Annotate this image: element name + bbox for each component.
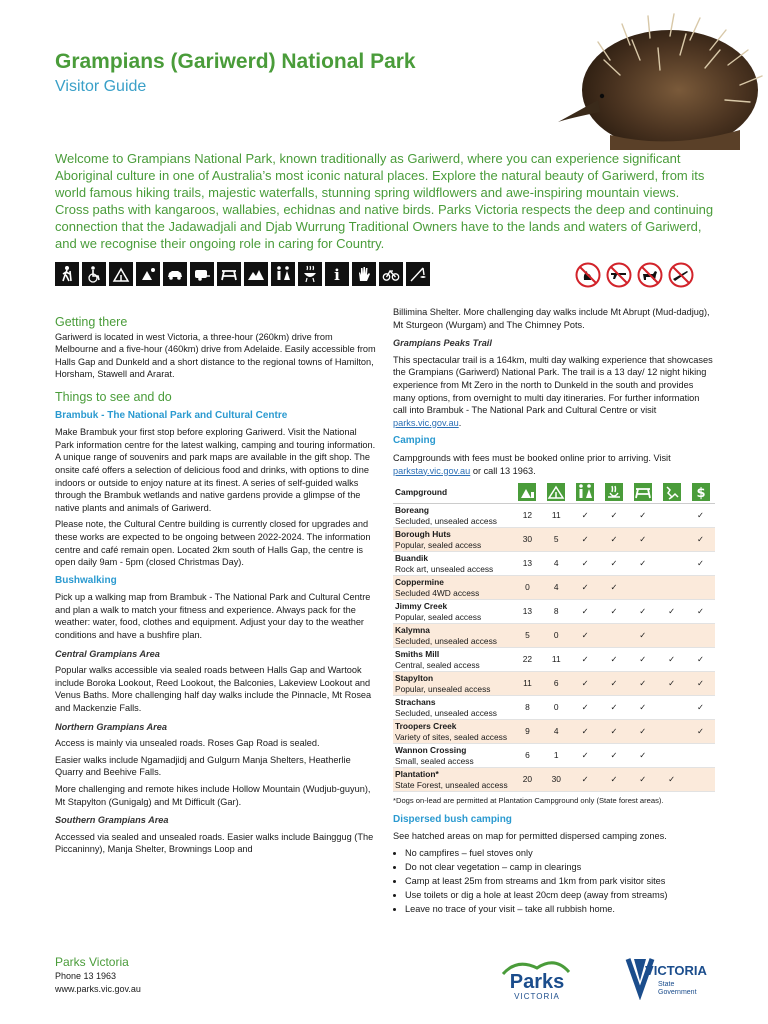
getting-there-heading: Getting there bbox=[55, 315, 128, 329]
facility-cell bbox=[571, 744, 600, 768]
unpowered-sites-count: 0 bbox=[513, 576, 542, 600]
getting-there-text: Gariwerd is located in west Victoria, a three-hour (260km) drive from Melbourne and a five-hour (460km) drive from Adelaide. Easily accessible from Halls Gap and Dunkeld and a short distance to the regional towns of Hamilton, Horsham, Stawell and Ararat. bbox=[55, 331, 376, 380]
peaks-text-end: . bbox=[458, 417, 462, 428]
campground-description: Secluded, unsealed access bbox=[395, 515, 497, 526]
facility-cell bbox=[628, 648, 657, 672]
northern-heading: Northern Grampians Area bbox=[55, 721, 167, 732]
campground-description: State Forest, unsealed access bbox=[395, 779, 508, 790]
facility-cell bbox=[686, 528, 715, 552]
check-mark: ✓ bbox=[639, 654, 647, 665]
wheelchair-icon bbox=[82, 262, 106, 286]
facility-cell bbox=[600, 744, 629, 768]
continued-paragraph: Billimina Shelter. More challenging day walks include Mt Abrupt (Mud-dadjug), Mt Sturgeon (Wurgam) and The Chimney Pots. bbox=[393, 307, 710, 330]
check-mark: ✓ bbox=[610, 558, 618, 569]
campground-name: Strachans bbox=[395, 697, 436, 708]
facility-cell bbox=[571, 600, 600, 624]
camping-text-end: or call 13 1963. bbox=[472, 465, 536, 476]
campground-description: Popular, sealed access bbox=[395, 611, 482, 622]
intro-text: Welcome to Grampians National Park, known traditionally as Gariwerd, where you can experience significant Aboriginal culture in one of Australia’s most iconic natural places. Explore the natural beauty of Gariwerd, from its world famous hiking trails, majestic waterfalls, stunning spring wildflowers and awe-inspiring mountain views. Cross paths with kangaroos, wallabies, echidnas and native birds. Parks Victoria respects the deep and continuing connection that the Jadawadjali and Djab Wurrung Traditional Owners have to the lands and waters of Gariwerd, and we recognise their ongoing role in caring for Country. bbox=[55, 151, 714, 252]
tent-sites-count: 4 bbox=[542, 720, 571, 744]
southern-paragraph: Accessed via sealed and unsealed roads. Easier walks include Bainggug (The Piccaninny), Manja Shelter, Brownings Loop and bbox=[55, 831, 374, 855]
svg-text:State: State bbox=[658, 981, 675, 988]
left-column bbox=[55, 316, 377, 860]
campground-name: Smiths Mill bbox=[395, 649, 440, 660]
facility-cell bbox=[571, 552, 600, 576]
list-item: • Do not clear vegetation – camp in clearings bbox=[405, 861, 715, 874]
check-mark: ✓ bbox=[581, 702, 589, 713]
facility-cell bbox=[600, 696, 629, 720]
facility-cell bbox=[571, 720, 600, 744]
facility-cell bbox=[686, 552, 715, 576]
campground-cell bbox=[393, 600, 513, 624]
facility-cell bbox=[657, 744, 686, 768]
check-mark: ✓ bbox=[610, 774, 618, 785]
tent-sites-icon bbox=[547, 483, 565, 501]
check-mark: ✓ bbox=[581, 654, 589, 665]
facility-cell bbox=[628, 576, 657, 600]
bbq-icon bbox=[298, 262, 322, 286]
list-item: • No campfires – fuel stoves only bbox=[405, 847, 715, 860]
central-paragraph: Popular walks accessible via sealed roads between Halls Gap and Wartook include Boroka Lookout, Reed Lookout, the Balconies, Lakeview Lookout and Venus Baths. More challenging half day walks include the Pinnacle, Mt Rosea and Mackenzie Falls. bbox=[55, 665, 372, 714]
check-mark: ✓ bbox=[581, 558, 589, 569]
facility-cell bbox=[657, 648, 686, 672]
victoria-state-government-logo bbox=[620, 955, 710, 1000]
facility-cell bbox=[686, 768, 715, 792]
table-row bbox=[393, 672, 715, 696]
campground-name: Troopers Creek bbox=[395, 721, 457, 732]
table-row bbox=[393, 624, 715, 648]
no-hunting-icon bbox=[668, 262, 694, 288]
facility-cell bbox=[686, 696, 715, 720]
picnic-table-header bbox=[628, 481, 657, 504]
facility-cell bbox=[686, 720, 715, 744]
camping-paragraph bbox=[393, 452, 715, 477]
fishing-icon bbox=[406, 262, 430, 286]
check-mark: ✓ bbox=[697, 654, 705, 665]
check-mark: ✓ bbox=[610, 750, 618, 761]
tent-sites-count: 4 bbox=[542, 576, 571, 600]
dispersed-camping-rules bbox=[393, 847, 715, 916]
check-mark: ✓ bbox=[610, 678, 618, 689]
unpowered-sites-header bbox=[513, 481, 542, 504]
campground-description: Rock art, unsealed access bbox=[395, 563, 494, 574]
table-row bbox=[393, 696, 715, 720]
facility-cell bbox=[600, 720, 629, 744]
unpowered-sites-icon bbox=[518, 483, 536, 501]
unpowered-sites-count: 13 bbox=[513, 552, 542, 576]
southern-heading: Southern Grampians Area bbox=[55, 815, 169, 826]
facility-cell bbox=[628, 600, 657, 624]
svg-text:$: $ bbox=[696, 486, 706, 502]
dispersed-camping-heading: Dispersed bush camping bbox=[393, 813, 512, 825]
check-mark: ✓ bbox=[581, 582, 589, 593]
list-item: • Camp at least 25m from streams and 1km from park visitor sites bbox=[405, 875, 715, 888]
facility-cell bbox=[600, 624, 629, 648]
campground-cell bbox=[393, 696, 513, 720]
facility-cell bbox=[628, 768, 657, 792]
facility-cell bbox=[600, 552, 629, 576]
facility-cell bbox=[628, 552, 657, 576]
check-mark: ✓ bbox=[610, 606, 618, 617]
check-mark: ✓ bbox=[581, 726, 589, 737]
picnic-table-icon bbox=[634, 483, 652, 501]
facility-cell bbox=[657, 768, 686, 792]
fees-icon bbox=[692, 483, 710, 501]
unpowered-sites-count: 11 bbox=[513, 672, 542, 696]
facility-cell bbox=[600, 528, 629, 552]
facility-cell bbox=[686, 624, 715, 648]
check-mark: ✓ bbox=[668, 774, 676, 785]
table-row bbox=[393, 768, 715, 792]
parks-victoria-logo bbox=[497, 952, 577, 1002]
check-mark: ✓ bbox=[610, 510, 618, 521]
facility-cell bbox=[686, 648, 715, 672]
hand-icon bbox=[352, 262, 376, 286]
camping-icon bbox=[136, 262, 160, 286]
parks-vic-link[interactable]: parks.vic.gov.au bbox=[393, 417, 459, 428]
facility-cell bbox=[657, 552, 686, 576]
campground-name: Wannon Crossing bbox=[395, 745, 467, 756]
table-row bbox=[393, 720, 715, 744]
campground-cell bbox=[393, 528, 513, 552]
svg-text:Government: Government bbox=[658, 989, 697, 996]
facility-cell bbox=[686, 672, 715, 696]
tent-icon bbox=[109, 262, 133, 286]
facility-cell bbox=[600, 648, 629, 672]
brambuk-paragraph-1: Make Brambuk your first stop before exploring Gariwerd. Visit the National Park information centre for the latest walking, camping and touring information. A unique range of souvenirs and park maps are available in the gift shop. The onsite café offers a selection of delicious food and drinks, with options to dine indoors or outside to enjoy nature at its finest. A series of self-guided walks through the Brambuk wetlands and native gardens provide a glimpse of the native plants and animals of Gariwerd. bbox=[55, 427, 376, 513]
campground-description: Central, sealed access bbox=[395, 659, 480, 670]
table-row bbox=[393, 552, 715, 576]
toilets-icon bbox=[271, 262, 295, 286]
picnic-table-icon bbox=[217, 262, 241, 286]
facility-cell bbox=[600, 600, 629, 624]
check-mark: ✓ bbox=[581, 606, 589, 617]
svg-text:i: i bbox=[334, 266, 340, 283]
unpowered-sites-count: 9 bbox=[513, 720, 542, 744]
check-mark: ✓ bbox=[581, 750, 589, 761]
check-mark: ✓ bbox=[668, 606, 676, 617]
campground-description: Secluded 4WD access bbox=[395, 587, 480, 598]
dogs-allowed-header bbox=[657, 481, 686, 504]
campground-cell bbox=[393, 576, 513, 600]
toilets-header bbox=[571, 481, 600, 504]
campfire-icon bbox=[605, 483, 623, 501]
check-mark: ✓ bbox=[697, 606, 705, 617]
check-mark: ✓ bbox=[639, 702, 647, 713]
campground-name: Kalymna bbox=[395, 625, 430, 636]
table-row bbox=[393, 600, 715, 624]
unpowered-sites-count: 8 bbox=[513, 696, 542, 720]
tent-sites-count: 30 bbox=[542, 768, 571, 792]
facility-cell bbox=[657, 624, 686, 648]
check-mark: ✓ bbox=[697, 702, 705, 713]
check-mark: ✓ bbox=[639, 630, 647, 641]
svg-text:Parks: Parks bbox=[509, 971, 565, 993]
brambuk-heading: Brambuk - The National Park and Cultural Centre bbox=[55, 409, 288, 421]
campground-table bbox=[393, 481, 715, 792]
facility-cell bbox=[628, 720, 657, 744]
check-mark: ✓ bbox=[610, 534, 618, 545]
campground-name: Boreang bbox=[395, 505, 429, 516]
check-mark: ✓ bbox=[697, 534, 705, 545]
table-row bbox=[393, 576, 715, 600]
campground-footnote: *Dogs on-lead are permitted at Plantation Campground only (State forest areas). bbox=[393, 796, 664, 806]
check-mark: ✓ bbox=[639, 750, 647, 761]
campground-table-header bbox=[393, 481, 715, 504]
parkstay-link[interactable]: parkstay.vic.gov.au bbox=[393, 465, 471, 476]
tent-sites-header bbox=[542, 481, 571, 504]
campground-description: Secluded, unsealed access bbox=[395, 635, 497, 646]
facility-cell bbox=[571, 576, 600, 600]
echidna-image bbox=[540, 10, 768, 150]
check-mark: ✓ bbox=[639, 678, 647, 689]
facility-cell bbox=[657, 600, 686, 624]
check-mark: ✓ bbox=[581, 774, 589, 785]
campground-name: Plantation* bbox=[395, 769, 439, 780]
check-mark: ✓ bbox=[581, 678, 589, 689]
unpowered-sites-count: 13 bbox=[513, 600, 542, 624]
check-mark: ✓ bbox=[610, 582, 618, 593]
facility-cell bbox=[686, 600, 715, 624]
tent-sites-count: 6 bbox=[542, 672, 571, 696]
campground-description: Secluded, unsealed access bbox=[395, 707, 497, 718]
tent-sites-count: 0 bbox=[542, 696, 571, 720]
tent-sites-count: 0 bbox=[542, 624, 571, 648]
right-column bbox=[393, 306, 715, 917]
bushwalking-heading: Bushwalking bbox=[55, 574, 117, 586]
facility-cell bbox=[628, 744, 657, 768]
facility-cell bbox=[600, 672, 629, 696]
facility-cell bbox=[686, 576, 715, 600]
campground-name: Borough Huts bbox=[395, 529, 451, 540]
campground-cell bbox=[393, 672, 513, 696]
campground-cell bbox=[393, 648, 513, 672]
facility-cell bbox=[571, 624, 600, 648]
facility-cell bbox=[686, 504, 715, 528]
unpowered-sites-count: 20 bbox=[513, 768, 542, 792]
page-title: Grampians (Gariwerd) National Park bbox=[55, 50, 416, 73]
facility-cell bbox=[571, 768, 600, 792]
table-row bbox=[393, 528, 715, 552]
prohibited-icon-row bbox=[575, 262, 694, 288]
northern-paragraph-3: More challenging and remote hikes include Hollow Mountain (Wudjub-guyun), Mt Stapylton (Gunigalg) and Mt Difficult (Gar). bbox=[55, 784, 371, 807]
check-mark: ✓ bbox=[610, 702, 618, 713]
facility-cell bbox=[600, 768, 629, 792]
facility-cell bbox=[628, 504, 657, 528]
facility-cell bbox=[657, 696, 686, 720]
table-row bbox=[393, 744, 715, 768]
campground-cell bbox=[393, 768, 513, 792]
check-mark: ✓ bbox=[639, 534, 647, 545]
facility-cell bbox=[628, 672, 657, 696]
facility-cell bbox=[600, 504, 629, 528]
check-mark: ✓ bbox=[668, 678, 676, 689]
campground-cell bbox=[393, 624, 513, 648]
tent-sites-count: 4 bbox=[542, 552, 571, 576]
check-mark: ✓ bbox=[697, 726, 705, 737]
check-mark: ✓ bbox=[639, 558, 647, 569]
campground-description: Variety of sites, sealed access bbox=[395, 731, 508, 742]
footer-org-name: Parks Victoria bbox=[55, 955, 129, 969]
facility-cell bbox=[571, 696, 600, 720]
peaks-trail-paragraph bbox=[393, 354, 715, 430]
peaks-trail-heading: Grampians Peaks Trail bbox=[393, 338, 492, 349]
tent-sites-count: 11 bbox=[542, 648, 571, 672]
camping-heading: Camping bbox=[393, 435, 436, 447]
check-mark: ✓ bbox=[639, 510, 647, 521]
table-row bbox=[393, 504, 715, 528]
check-mark: ✓ bbox=[581, 630, 589, 641]
campground-name: Stapylton bbox=[395, 673, 434, 684]
unpowered-sites-count: 6 bbox=[513, 744, 542, 768]
tent-sites-count: 1 bbox=[542, 744, 571, 768]
page-subtitle: Visitor Guide bbox=[55, 78, 147, 95]
table-row bbox=[393, 648, 715, 672]
facility-cell bbox=[657, 504, 686, 528]
check-mark: ✓ bbox=[610, 654, 618, 665]
check-mark: ✓ bbox=[581, 510, 589, 521]
fees-header bbox=[686, 481, 715, 504]
facility-cell bbox=[571, 504, 600, 528]
check-mark: ✓ bbox=[668, 654, 676, 665]
tent-sites-count: 8 bbox=[542, 600, 571, 624]
brambuk-paragraph-2: Please note, the Cultural Centre building is currently closed for upgrades and these works are expected to be ongoing between 2022-2024. The information centre and café remain open. Located 2km south of Halls Gap, the centre is open daily 9am - 5pm (closed Christmas Day). bbox=[55, 519, 371, 568]
facility-cell bbox=[571, 648, 600, 672]
campground-description: Popular, sealed access bbox=[395, 539, 482, 550]
no-firearms-icon bbox=[606, 262, 632, 288]
svg-text:VICTORIA: VICTORIA bbox=[645, 963, 707, 978]
campground-name: Coppermine bbox=[395, 577, 444, 588]
peaks-text: This spectacular trail is a 164km, multi day walking experience that showcases the Grampians (Gariwerd) National Park. The trail is a 13 day/ 12 night hiking experience from Mt Zero in the north to Dunkeld in the south and provides many options, from overnight to multi day itineraries. For further information call into Brambuk - The National Park and Cultural Centre or visit bbox=[393, 354, 713, 416]
caravan-icon bbox=[190, 262, 214, 286]
dogs-allowed-icon bbox=[663, 483, 681, 501]
check-mark: ✓ bbox=[697, 678, 705, 689]
facility-cell bbox=[657, 528, 686, 552]
things-heading: Things to see and do bbox=[55, 389, 172, 404]
footer-website: www.parks.vic.gov.au bbox=[55, 984, 141, 994]
tent-sites-count: 11 bbox=[542, 504, 571, 528]
no-dogs-icon bbox=[637, 262, 663, 288]
central-heading: Central Grampians Area bbox=[55, 648, 160, 659]
unpowered-sites-count: 5 bbox=[513, 624, 542, 648]
check-mark: ✓ bbox=[581, 534, 589, 545]
facility-cell bbox=[657, 672, 686, 696]
campground-cell bbox=[393, 504, 513, 528]
list-item: • Use toilets or dig a hole at least 20cm deep (away from streams) bbox=[405, 889, 715, 902]
unpowered-sites-count: 22 bbox=[513, 648, 542, 672]
check-mark: ✓ bbox=[639, 774, 647, 785]
facility-cell bbox=[657, 576, 686, 600]
northern-paragraph-2: Easier walks include Ngamadjidj and Gulgurn Manja Shelters, Heatherlie Quarry and Beehive Falls. bbox=[55, 754, 351, 778]
check-mark: ✓ bbox=[697, 510, 705, 521]
facility-cell bbox=[686, 744, 715, 768]
facility-cell bbox=[628, 528, 657, 552]
facility-cell bbox=[600, 576, 629, 600]
campground-description: Popular, unsealed access bbox=[395, 683, 491, 694]
facility-icon-row bbox=[55, 262, 430, 286]
facility-cell bbox=[571, 672, 600, 696]
northern-paragraph-1: Access is mainly via unsealed roads. Roses Gap Road is sealed. bbox=[55, 738, 320, 749]
check-mark: ✓ bbox=[697, 558, 705, 569]
facility-cell bbox=[628, 624, 657, 648]
facility-cell bbox=[657, 720, 686, 744]
car-icon bbox=[163, 262, 187, 286]
campfire-header bbox=[600, 481, 629, 504]
no-fires-icon bbox=[575, 262, 601, 288]
facility-cell bbox=[628, 696, 657, 720]
campground-description: Small, sealed access bbox=[395, 755, 474, 766]
unpowered-sites-count: 12 bbox=[513, 504, 542, 528]
check-mark: ✓ bbox=[639, 606, 647, 617]
unpowered-sites-count: 30 bbox=[513, 528, 542, 552]
campground-cell bbox=[393, 744, 513, 768]
check-mark: ✓ bbox=[639, 726, 647, 737]
campground-name: Buandik bbox=[395, 553, 429, 564]
check-mark: ✓ bbox=[610, 726, 618, 737]
facility-cell bbox=[571, 528, 600, 552]
information-icon bbox=[325, 262, 349, 286]
cycling-icon bbox=[379, 262, 403, 286]
campground-name: Jimmy Creek bbox=[395, 601, 448, 612]
bushwalking-paragraph: Pick up a walking map from Brambuk - The National Park and Cultural Centre and plan a walk to match your fitness and experience. Always pack for the weather: water, food, clothes and equipment. Adjust your day to the weather conditions and have a bushfire plan. bbox=[55, 592, 371, 641]
dispersed-camping-paragraph: See hatched areas on map for permitted dispersed camping zones. bbox=[393, 831, 667, 842]
toilets-icon bbox=[576, 483, 594, 501]
footer-phone: Phone 13 1963 bbox=[55, 971, 117, 981]
campground-cell bbox=[393, 720, 513, 744]
lookout-icon bbox=[244, 262, 268, 286]
camping-text: Campgrounds with fees must be booked online prior to arriving. Visit bbox=[393, 452, 671, 463]
list-item: • Leave no trace of your visit – take all rubbish home. bbox=[405, 903, 715, 916]
campground-cell bbox=[393, 552, 513, 576]
svg-text:VICTORIA: VICTORIA bbox=[514, 992, 560, 1001]
tent-sites-count: 5 bbox=[542, 528, 571, 552]
hiker-icon bbox=[55, 262, 79, 286]
campground-column-header: Campground bbox=[393, 481, 513, 504]
